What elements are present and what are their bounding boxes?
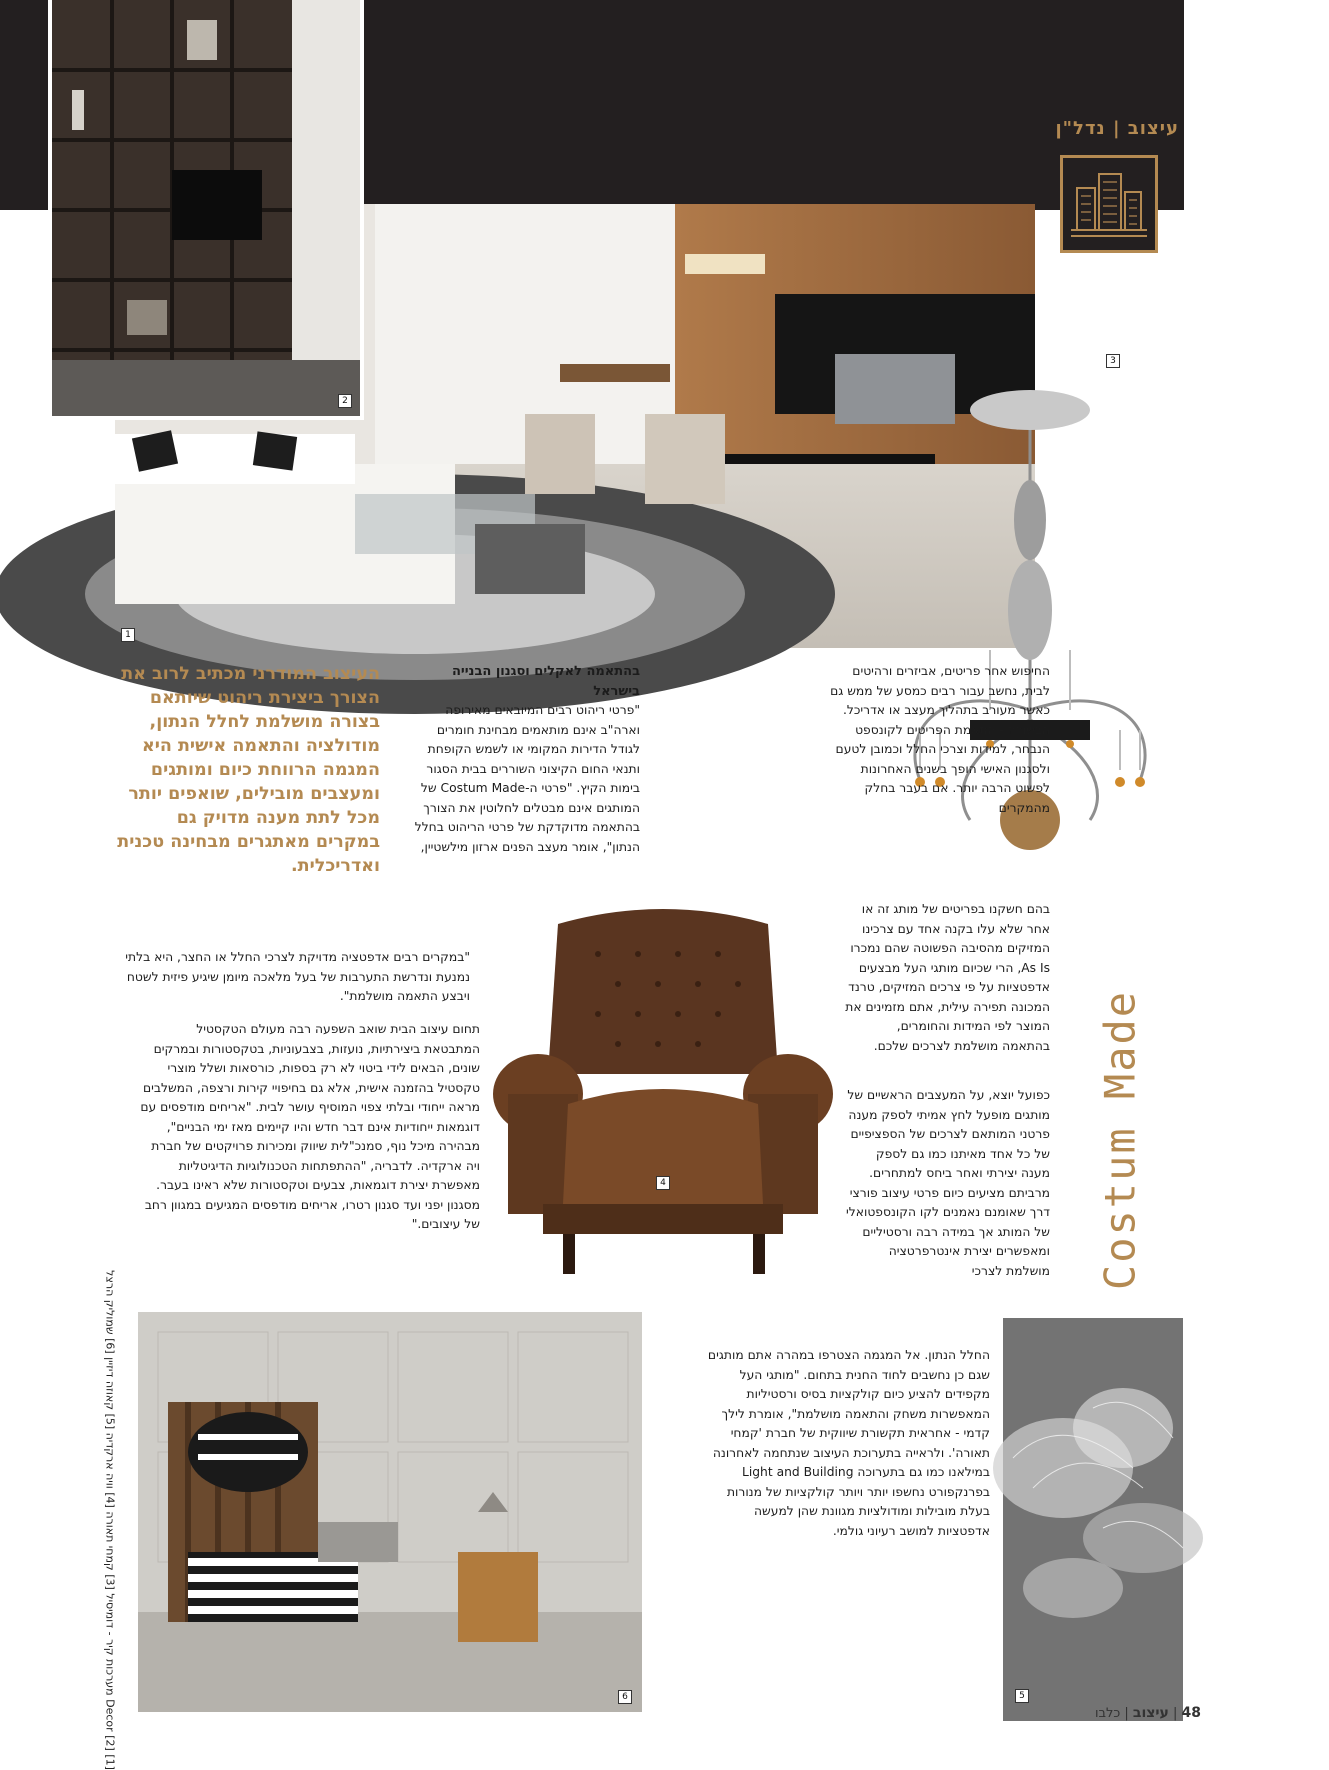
photo-striped-chair [138,1312,642,1712]
photo-number: 1 [121,628,135,642]
photo-credits [88,1270,132,1770]
paragraph: "פרטי ריהוט רבים המיובאים מאירופה וארה"ב אינם מותאמים מבחינת חומרים לגודל הדירות המקומי או לשמש הקופחת ותנאי החום הקיצוני השוררים בבית הסגור בימות הקיץ. "פרטי ה-Costum Made של המותגים אינם מבטלים לחלוטין את הצורך בהתאמה מדוקדקת של פרטי הריהוט בחלל הנתון", אומר מעצב הפנים ארזון מילשטיין, [414,703,640,854]
photo-number: 6 [618,1690,632,1704]
photo-chandelier [880,350,1180,940]
article-wide-2 [140,1020,480,1235]
article-wide-1 [120,948,470,1007]
photo-bookshelf [48,0,364,420]
photo-armchair [488,904,838,1284]
pull-quote: העיצוב המודרני מכתיב לרוב את הצורך ביצירת ריהוט שיותאם בצורה מושלמת לחלל הנתון, מודולציה והתאמה אישית היא המגמה הרווחת כיום ומותגים ומעצבים מובילים, שואפים יותר מכל לתת מענה מדויק גם במקרים מאתגרים מבחינה טכנית ואדריכלית. [117,664,380,876]
paragraph: כפועל יוצא, על המעצבים הראשיים של מותגים מופעל לחץ אמיתי לספק מענה פרטני המותאם לצרכים של הספציפיים של כל אחד מאיתנו כמו גם לספק מענה יצירתי ואחר ביחס למתחרים. מרביתם מציעים כיום פרטי עיצוב פורצי דרך שאומנם נאמנים לקו הקונספטואלי של המותג אך במידה רבה ורסטיליים ומאפשרים יצירת אינטרפרטציה מושלמת לצרכי [846,1088,1050,1278]
page-number: 48 [1181,1705,1201,1721]
photo-number: 5 [1015,1689,1029,1703]
footer-section: עיצוב [1132,1705,1169,1721]
section-tag: עיצוב | נדל"ן [1055,118,1179,139]
article-col-right-3 [845,1086,1050,1281]
title-text: Costum Made [1095,989,1145,1291]
buildings-icon [1060,155,1158,253]
paragraph: החיפוש אחר פריטים, אביזרים ורהיטים לבית, נחשב עבור רבים כמסע של ממש גם כאשר מעורב בתהליך מעצב או אדריכל. הבשורה - התאמת הפריטים לקונספט הנבחר, למידות וצרכי החלל וכמובן לטעם ולסגנון האישי הופך בשנים האחרונות לפשוט הרבה יותר. אם בעבר בחלק מהמקרים [830,664,1050,815]
photo-glass-lamp [1003,1318,1183,1721]
photo-number: 2 [338,394,352,408]
footer-publication: כלבו [1094,1706,1121,1721]
credits-text: [1] Decor [2] מערכות קיר - דומיסיל [3] קמחי תאורה [4] וויה ארקדיה [5] קאוזה דיזיין [6] שמוליק הרצל [103,1270,117,1770]
footer-divider: | [1120,1706,1129,1721]
paragraph: בהם חשקנו בפריטים של מותג זה או אחר שלא עלו בקנה אחד עם צרכינו המזיקים מהסיבה הפשוטה שהם נמכרו As Is, הרי שכיום מותגי העל מבצעים אדפטציות על פי צרכים המזיקים, טרנד המכונה תפירה עילית, אתם מזמינים את המוצר לפי המידות והחומרים, בהתאמה מושלמת לצרכים שלכם. [845,902,1050,1053]
subhead: בהתאמה לאקלים וסגנון הבנייה בישראל [451,664,640,699]
article-col-right-2 [845,900,1050,1056]
footer-divider: | [1168,1706,1178,1721]
paragraph: תחום עיצוב הבית שואב השפעה רבה מעולם הטקסטיל המתבטאת ביצירתיות, נועזות, בצבעוניות, בטקסטורות ובמרקים שונים, הבאים לידי ביטוי לא רק בספות, כורסאות ושלל מוצרי טקסטיל בהזמנה אישית, אלא גם בחיפויי קירות ורצפה, המשלבים מראה ייחודי ובלתי צפוי המוסיף עושר לבית. "אריחים מודפסים עם דוגמאות ייחודיות אינם דבר חדש והיו קיימים מאז ימי הבניים", מבהירה מיכל נוף, סמנכ"לית שיווק ומכירות פרויקטים של חברת ויה ארקדיה. לדבריה, "ההתפתחות הטכנולוגיות הדיגיטליות מאפשרת יצירת דוגמאות, צבעים וטקסטורות שלא ראינו בעבר. מסגנון יפני ועד סגנון רטרו, אריחים מודפסים המגיעים במגוון רחב של עיצובים." [140,1022,480,1231]
article-col-right [690,662,1050,818]
paragraph: "במקרים רבים אדפטציה מדויקת לצרכי החלל או החצר, היא בלתי נמנעת ונדרשת התערבות של בעל מלאכה מיומן שיגיע פיזית לשטח ויבצע התאמה מושלמת". [125,950,470,1003]
paragraph: החלל הנתון. אל המגמה הצטרפו במהרה אתם מותגים שגם כן נחשבים לחוד החנית בתחום. "מותגי העל מקפידים להציע כיום קולקציות בסיס ורסטיליות המאפשרות משחק והתאמה מושלמת", אומרת לילך קדמי - אחראית תקשורת שיווקית של חברת 'קמחי תאורה'. ולראייה בתערוכת העיצוב שנתחמה לאחרונה במילאנו כמו גם בתערוכה Light and Building בפרנקפורט נחשפו יותר ויותר קולקציות של מנורות בעלת מובילות ומודולציות מגוונת שהן למעשה אדפטציות למושב רעיוני גולמי. [707,1348,990,1538]
article-col-middle [405,662,640,857]
photo-number: 4 [656,1176,670,1190]
vertical-title [1085,965,1155,1315]
page-footer [1095,1705,1201,1721]
article-col-bottom [700,1346,990,1541]
photo-number: 3 [1106,354,1120,368]
